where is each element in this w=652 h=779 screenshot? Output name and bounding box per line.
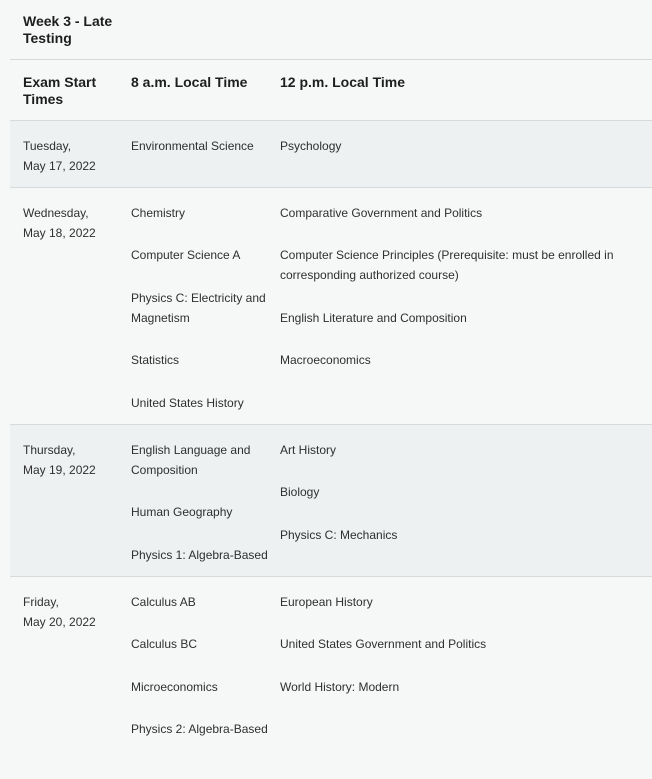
header-8am-local-time: 8 a.m. Local Time — [131, 74, 248, 90]
table-row — [10, 120, 652, 188]
exam-name: Physics C: Electricity and Magnetism — [131, 291, 266, 325]
table-title: Week 3 - Late Testing — [23, 13, 113, 46]
exam-name: European History — [280, 595, 373, 609]
exam-name: Statistics — [131, 353, 180, 367]
exam-name: Macroeconomics — [280, 353, 371, 367]
exam-name: Calculus AB — [131, 595, 196, 609]
exam-name: English Literature and Composition — [280, 311, 467, 325]
weekday-label: Wednesday, — [23, 206, 89, 220]
date-cell — [23, 592, 118, 632]
exam-name: Comparative Government and Politics — [280, 206, 483, 220]
date-label: May 19, 2022 — [23, 463, 96, 477]
exam-name: Human Geography — [131, 505, 233, 519]
exam-name: Physics 1: Algebra-Based — [131, 548, 268, 562]
weekday-label: Thursday, — [23, 443, 76, 457]
exam-name: Physics C: Mechanics — [280, 528, 398, 542]
exam-name: Physics 2: Algebra-Based — [131, 722, 268, 736]
table-row — [10, 576, 652, 779]
exam-name: Art History — [280, 443, 337, 457]
exam-name: United States History — [131, 396, 244, 410]
date-cell — [23, 203, 118, 243]
exam-name: Biology — [280, 485, 320, 499]
exam-name: World History: Modern — [280, 680, 400, 694]
exam-name: United States Government and Politics — [280, 637, 487, 651]
pm-exams-cell — [280, 136, 640, 156]
date-label: May 20, 2022 — [23, 615, 96, 629]
exam-name: Environmental Science — [131, 139, 254, 153]
weekday-label: Friday, — [23, 595, 59, 609]
exam-name: Computer Science A — [131, 248, 241, 262]
exam-name: Calculus BC — [131, 637, 198, 651]
header-exam-start-times: Exam Start Times — [23, 74, 97, 107]
table-row — [10, 424, 652, 577]
date-cell — [23, 136, 118, 176]
exam-name: Microeconomics — [131, 680, 218, 694]
exam-name: Chemistry — [131, 206, 186, 220]
date-label: May 18, 2022 — [23, 226, 96, 240]
date-label: May 17, 2022 — [23, 159, 96, 173]
header-12pm-local-time: 12 p.m. Local Time — [280, 74, 406, 90]
weekday-label: Tuesday, — [23, 139, 72, 153]
table-row — [10, 187, 652, 425]
exam-name: Computer Science Principles (Prerequisite: must be enrolled in corresponding authorized course) — [280, 248, 614, 282]
exam-name: Psychology — [280, 139, 342, 153]
header-divider — [10, 59, 652, 60]
date-cell — [23, 440, 118, 480]
exam-name: English Language and Composition — [131, 443, 251, 477]
am-exams-cell — [131, 136, 271, 156]
